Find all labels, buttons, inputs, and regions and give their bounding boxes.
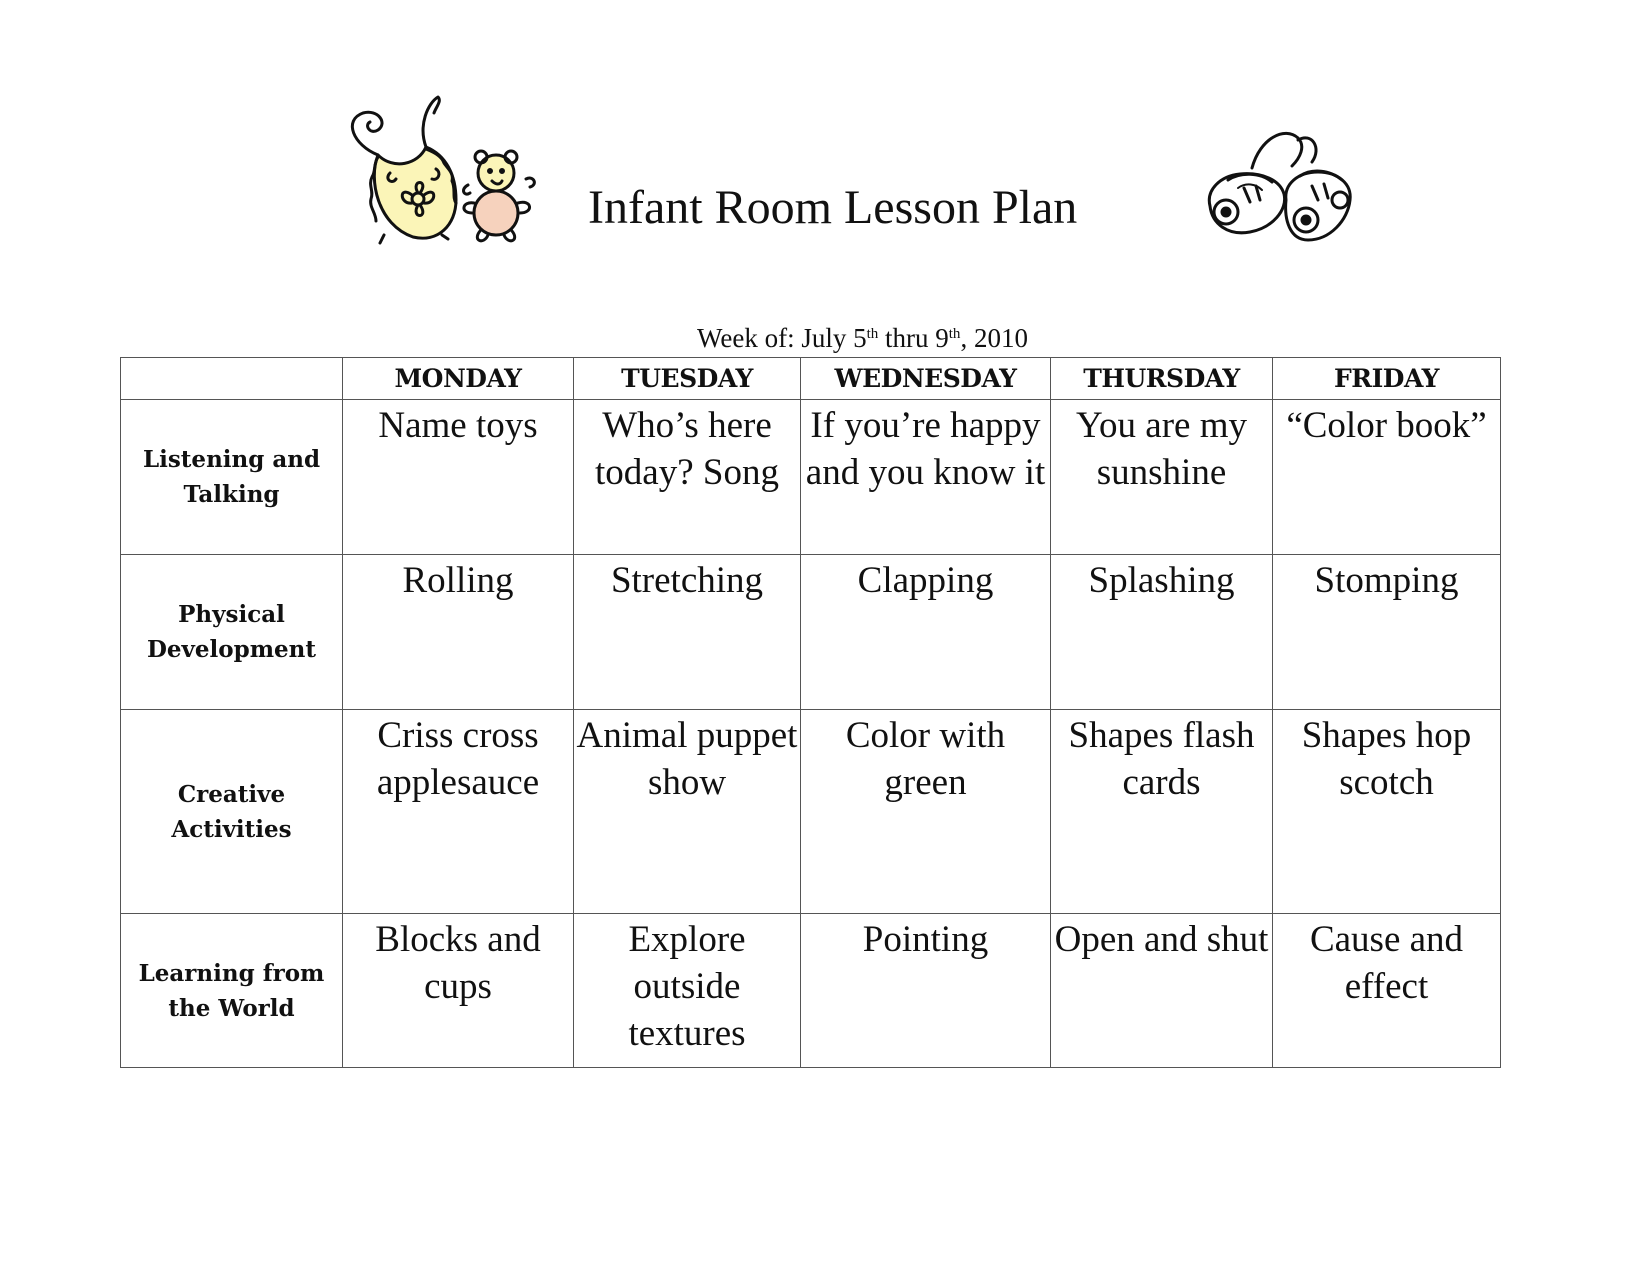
week-prefix: Week of: July 5	[697, 323, 867, 353]
week-mid: thru 9	[878, 323, 949, 353]
corner-cell	[121, 358, 343, 400]
activity-cell: Splashing	[1051, 555, 1273, 710]
day-header-wednesday: WEDNESDAY	[801, 358, 1051, 400]
activity-cell: Shapes flash cards	[1051, 710, 1273, 914]
page-title: Infant Room Lesson Plan	[588, 181, 1078, 234]
baby-bib-and-teddy-bear-icon	[338, 95, 548, 255]
day-header-tuesday: TUESDAY	[574, 358, 801, 400]
day-header-friday: FRIDAY	[1273, 358, 1501, 400]
activity-cell: Open and shut	[1051, 914, 1273, 1068]
row-label: Physical Development	[121, 555, 343, 710]
activity-cell: Color with green	[801, 710, 1051, 914]
table-row	[121, 914, 1501, 1068]
activity-cell: Name toys	[343, 400, 574, 555]
activity-cell: If you’re happy and you know it	[801, 400, 1051, 555]
row-label: Creative Activities	[121, 710, 343, 914]
activity-cell: Cause and effect	[1273, 914, 1501, 1068]
activity-cell: Blocks and cups	[343, 914, 574, 1068]
day-header-thursday: THURSDAY	[1051, 358, 1273, 400]
activity-cell: You are my sunshine	[1051, 400, 1273, 555]
activity-cell: Animal puppet show	[574, 710, 801, 914]
lesson-plan-table	[120, 357, 1501, 1068]
activity-cell: Who’s here today? Song	[574, 400, 801, 555]
activity-cell: “Color book”	[1273, 400, 1501, 555]
row-label: Learning from the World	[121, 914, 343, 1068]
table-row	[121, 710, 1501, 914]
activity-cell: Explore outside textures	[574, 914, 801, 1068]
day-header-monday: MONDAY	[343, 358, 574, 400]
week-suffix: , 2010	[960, 323, 1028, 353]
activity-cell: Clapping	[801, 555, 1051, 710]
activity-cell: Pointing	[801, 914, 1051, 1068]
activity-cell: Shapes hop scotch	[1273, 710, 1501, 914]
table-row	[121, 400, 1501, 555]
activity-cell: Criss cross applesauce	[343, 710, 574, 914]
baby-shoes-icon	[1200, 128, 1360, 253]
activity-cell: Rolling	[343, 555, 574, 710]
row-label: Listening and Talking	[121, 400, 343, 555]
table-row	[121, 555, 1501, 710]
table-header-row	[121, 358, 1501, 400]
week-sup-1: th	[866, 326, 879, 342]
week-sup-2: th	[948, 326, 961, 342]
week-of-line	[0, 325, 1650, 352]
activity-cell: Stretching	[574, 555, 801, 710]
activity-cell: Stomping	[1273, 555, 1501, 710]
